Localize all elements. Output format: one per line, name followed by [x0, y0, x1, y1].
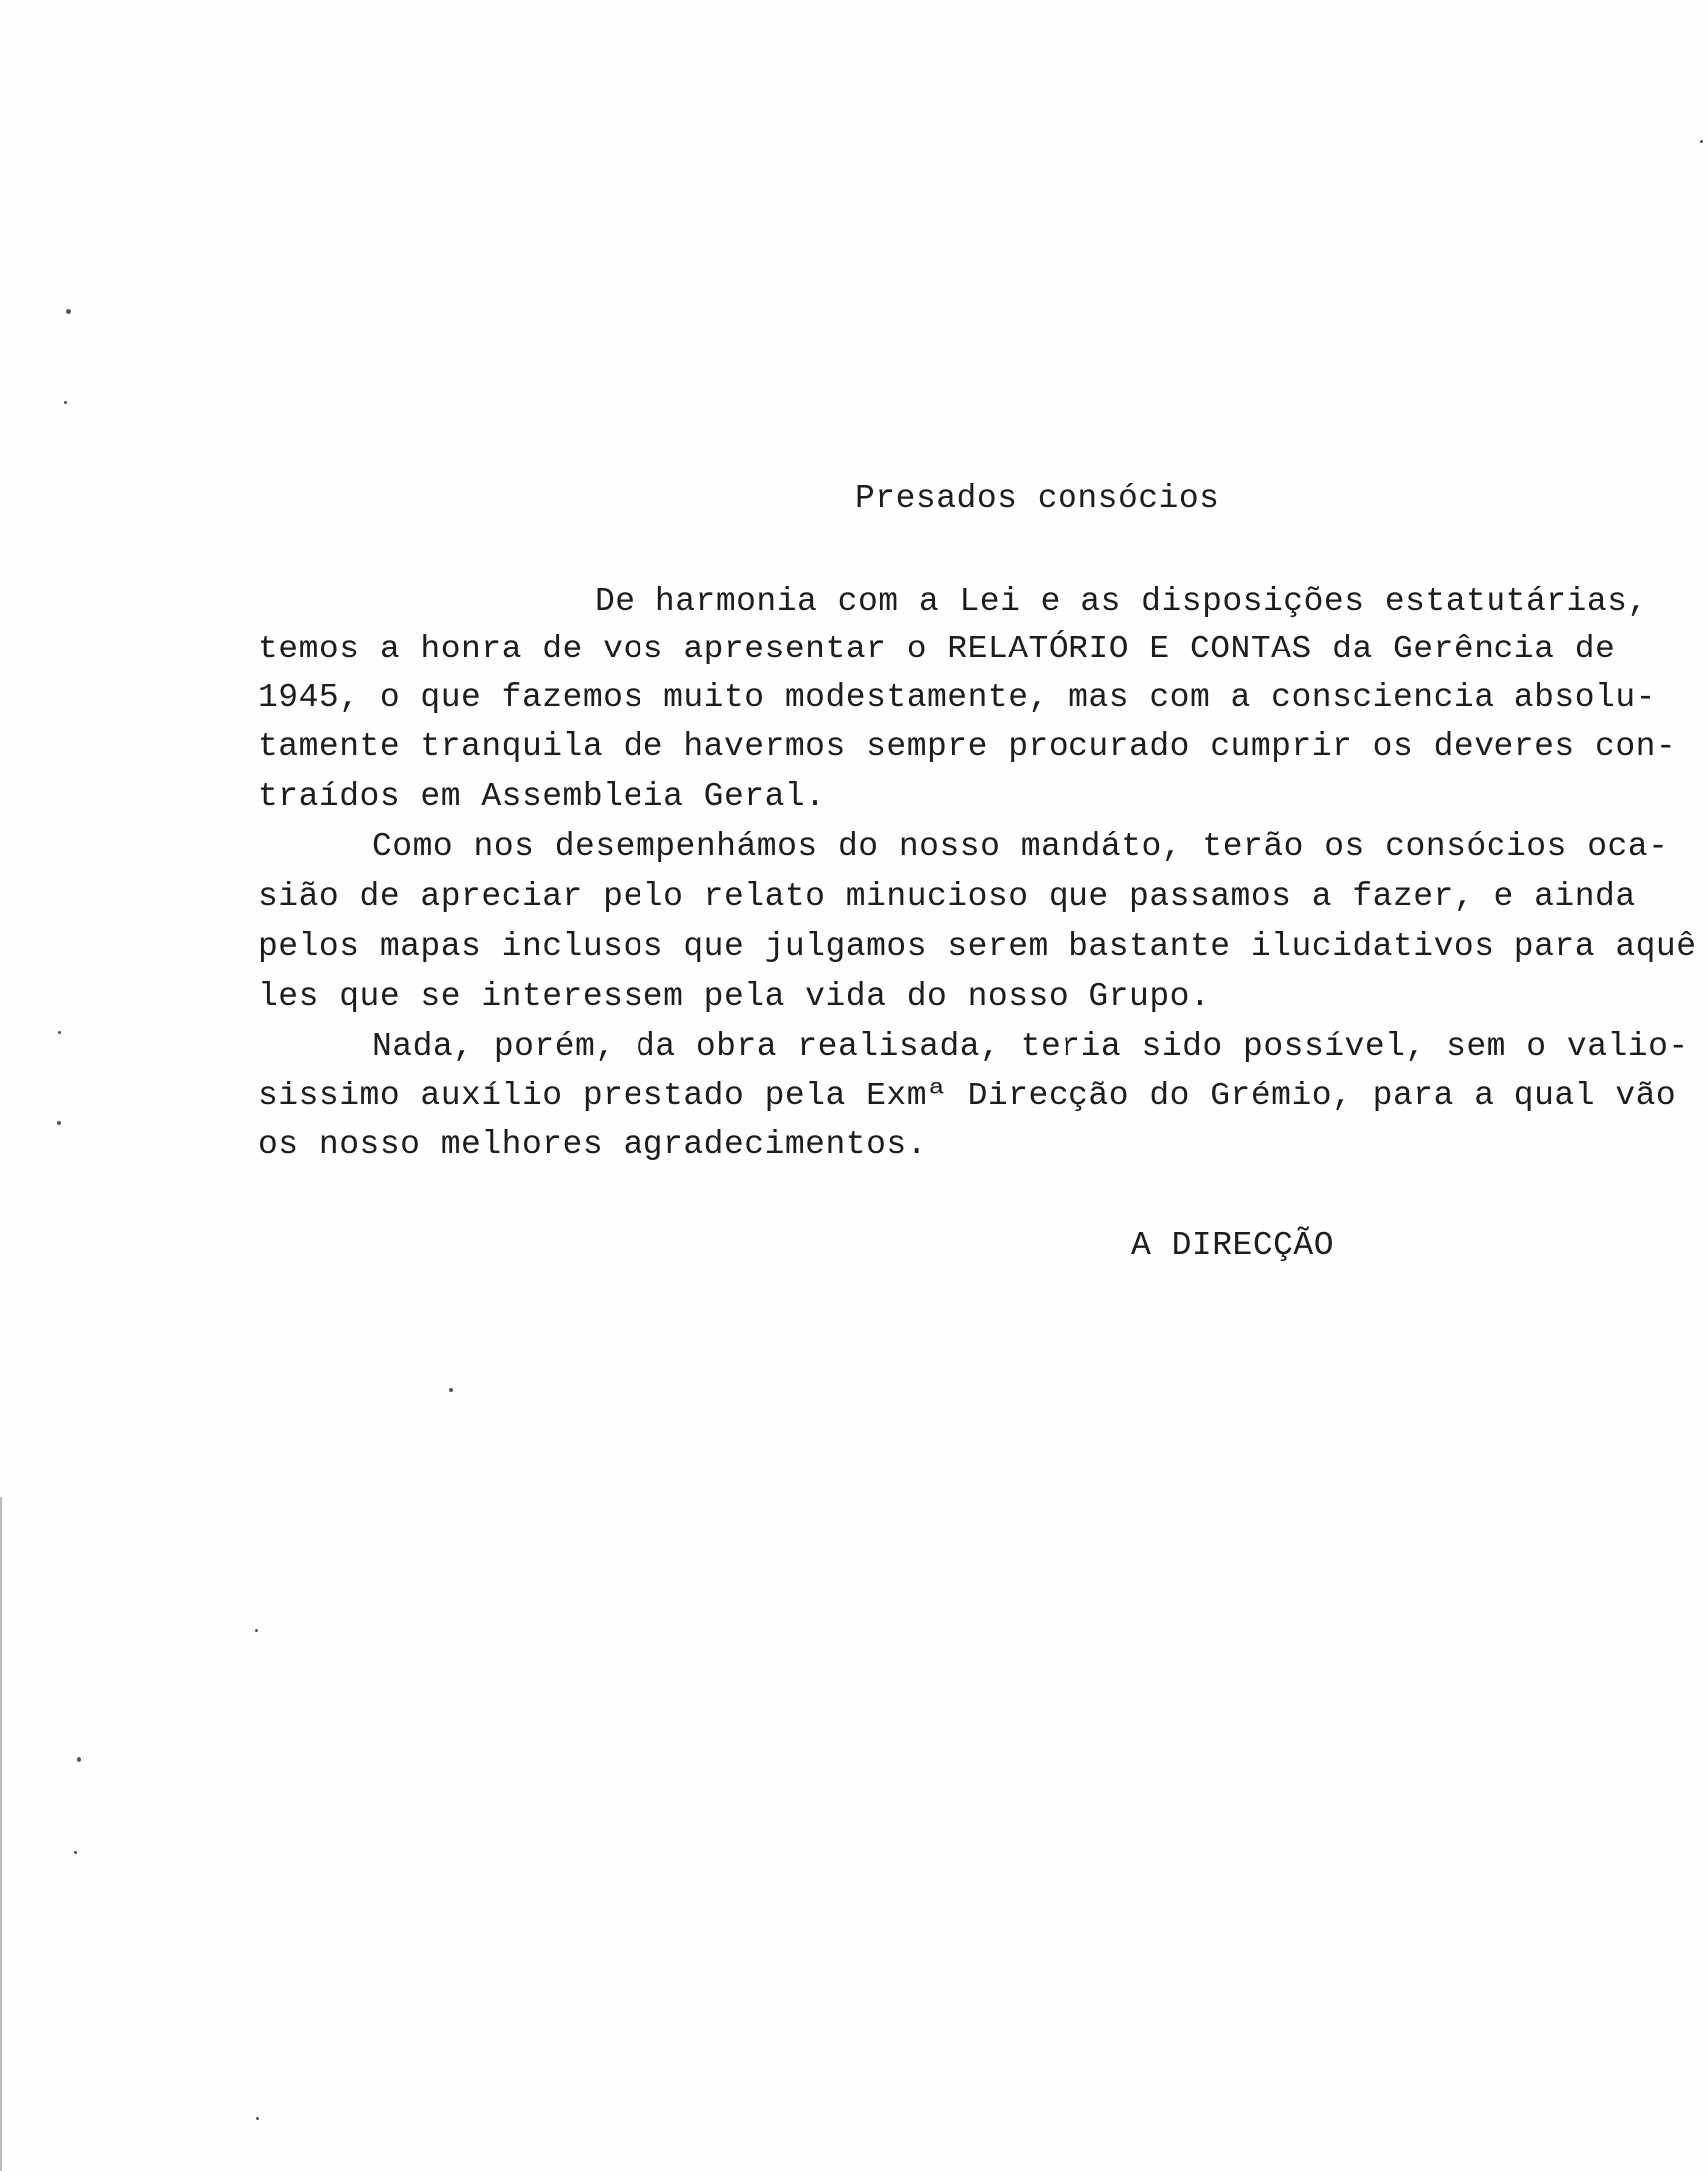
body-line: pelos mapas inclusos que julgamos serem bastante ilucidativos para aquê [258, 928, 1697, 965]
body-line: temos a honra de vos apresentar o RELATÓRIO E CONTAS da Gerência de [258, 631, 1616, 667]
body-line: 1945, o que fazemos muito modestamente, mas com a consciencia absolu- [258, 679, 1656, 716]
body-line: De harmonia com a Lei e as disposições estatutárias, [595, 583, 1648, 620]
body-line: les que se interessem pela vida do nosso Grupo. [258, 978, 1211, 1015]
scan-speck [58, 1031, 61, 1034]
scan-speck [255, 1629, 258, 1632]
body-line: os nosso melhores agradecimentos. [258, 1126, 928, 1163]
scan-speck [449, 1388, 453, 1392]
body-line: traídos em Assembleia Geral. [258, 778, 826, 815]
body-line: Como nos desempenhámos do nosso mandáto, terão os consócios oca- [372, 828, 1669, 865]
body-line: sissimo auxílio prestado pela Exmª Direcção do Grémio, para a qual vão [258, 1078, 1677, 1114]
scan-speck [66, 309, 71, 314]
scan-speck [256, 2117, 259, 2120]
body-line: sião de apreciar pelo relato minucioso que passamos a fazer, e ainda [258, 878, 1636, 915]
body-line: tamente tranquila de havermos sempre procurado cumprir os deveres con- [258, 728, 1677, 765]
scan-edge [0, 1497, 2, 2171]
scan-speck [77, 1757, 81, 1762]
greeting-heading: Presados consócios [855, 480, 1220, 517]
body-line: Nada, porém, da obra realisada, teria sido possível, sem o valio- [372, 1028, 1689, 1065]
scan-speck [74, 1851, 77, 1854]
signature-line: A DIRECÇÃO [1131, 1227, 1335, 1264]
scan-speck [57, 1121, 61, 1125]
scan-speck [64, 401, 67, 404]
scan-speck [1700, 140, 1703, 143]
